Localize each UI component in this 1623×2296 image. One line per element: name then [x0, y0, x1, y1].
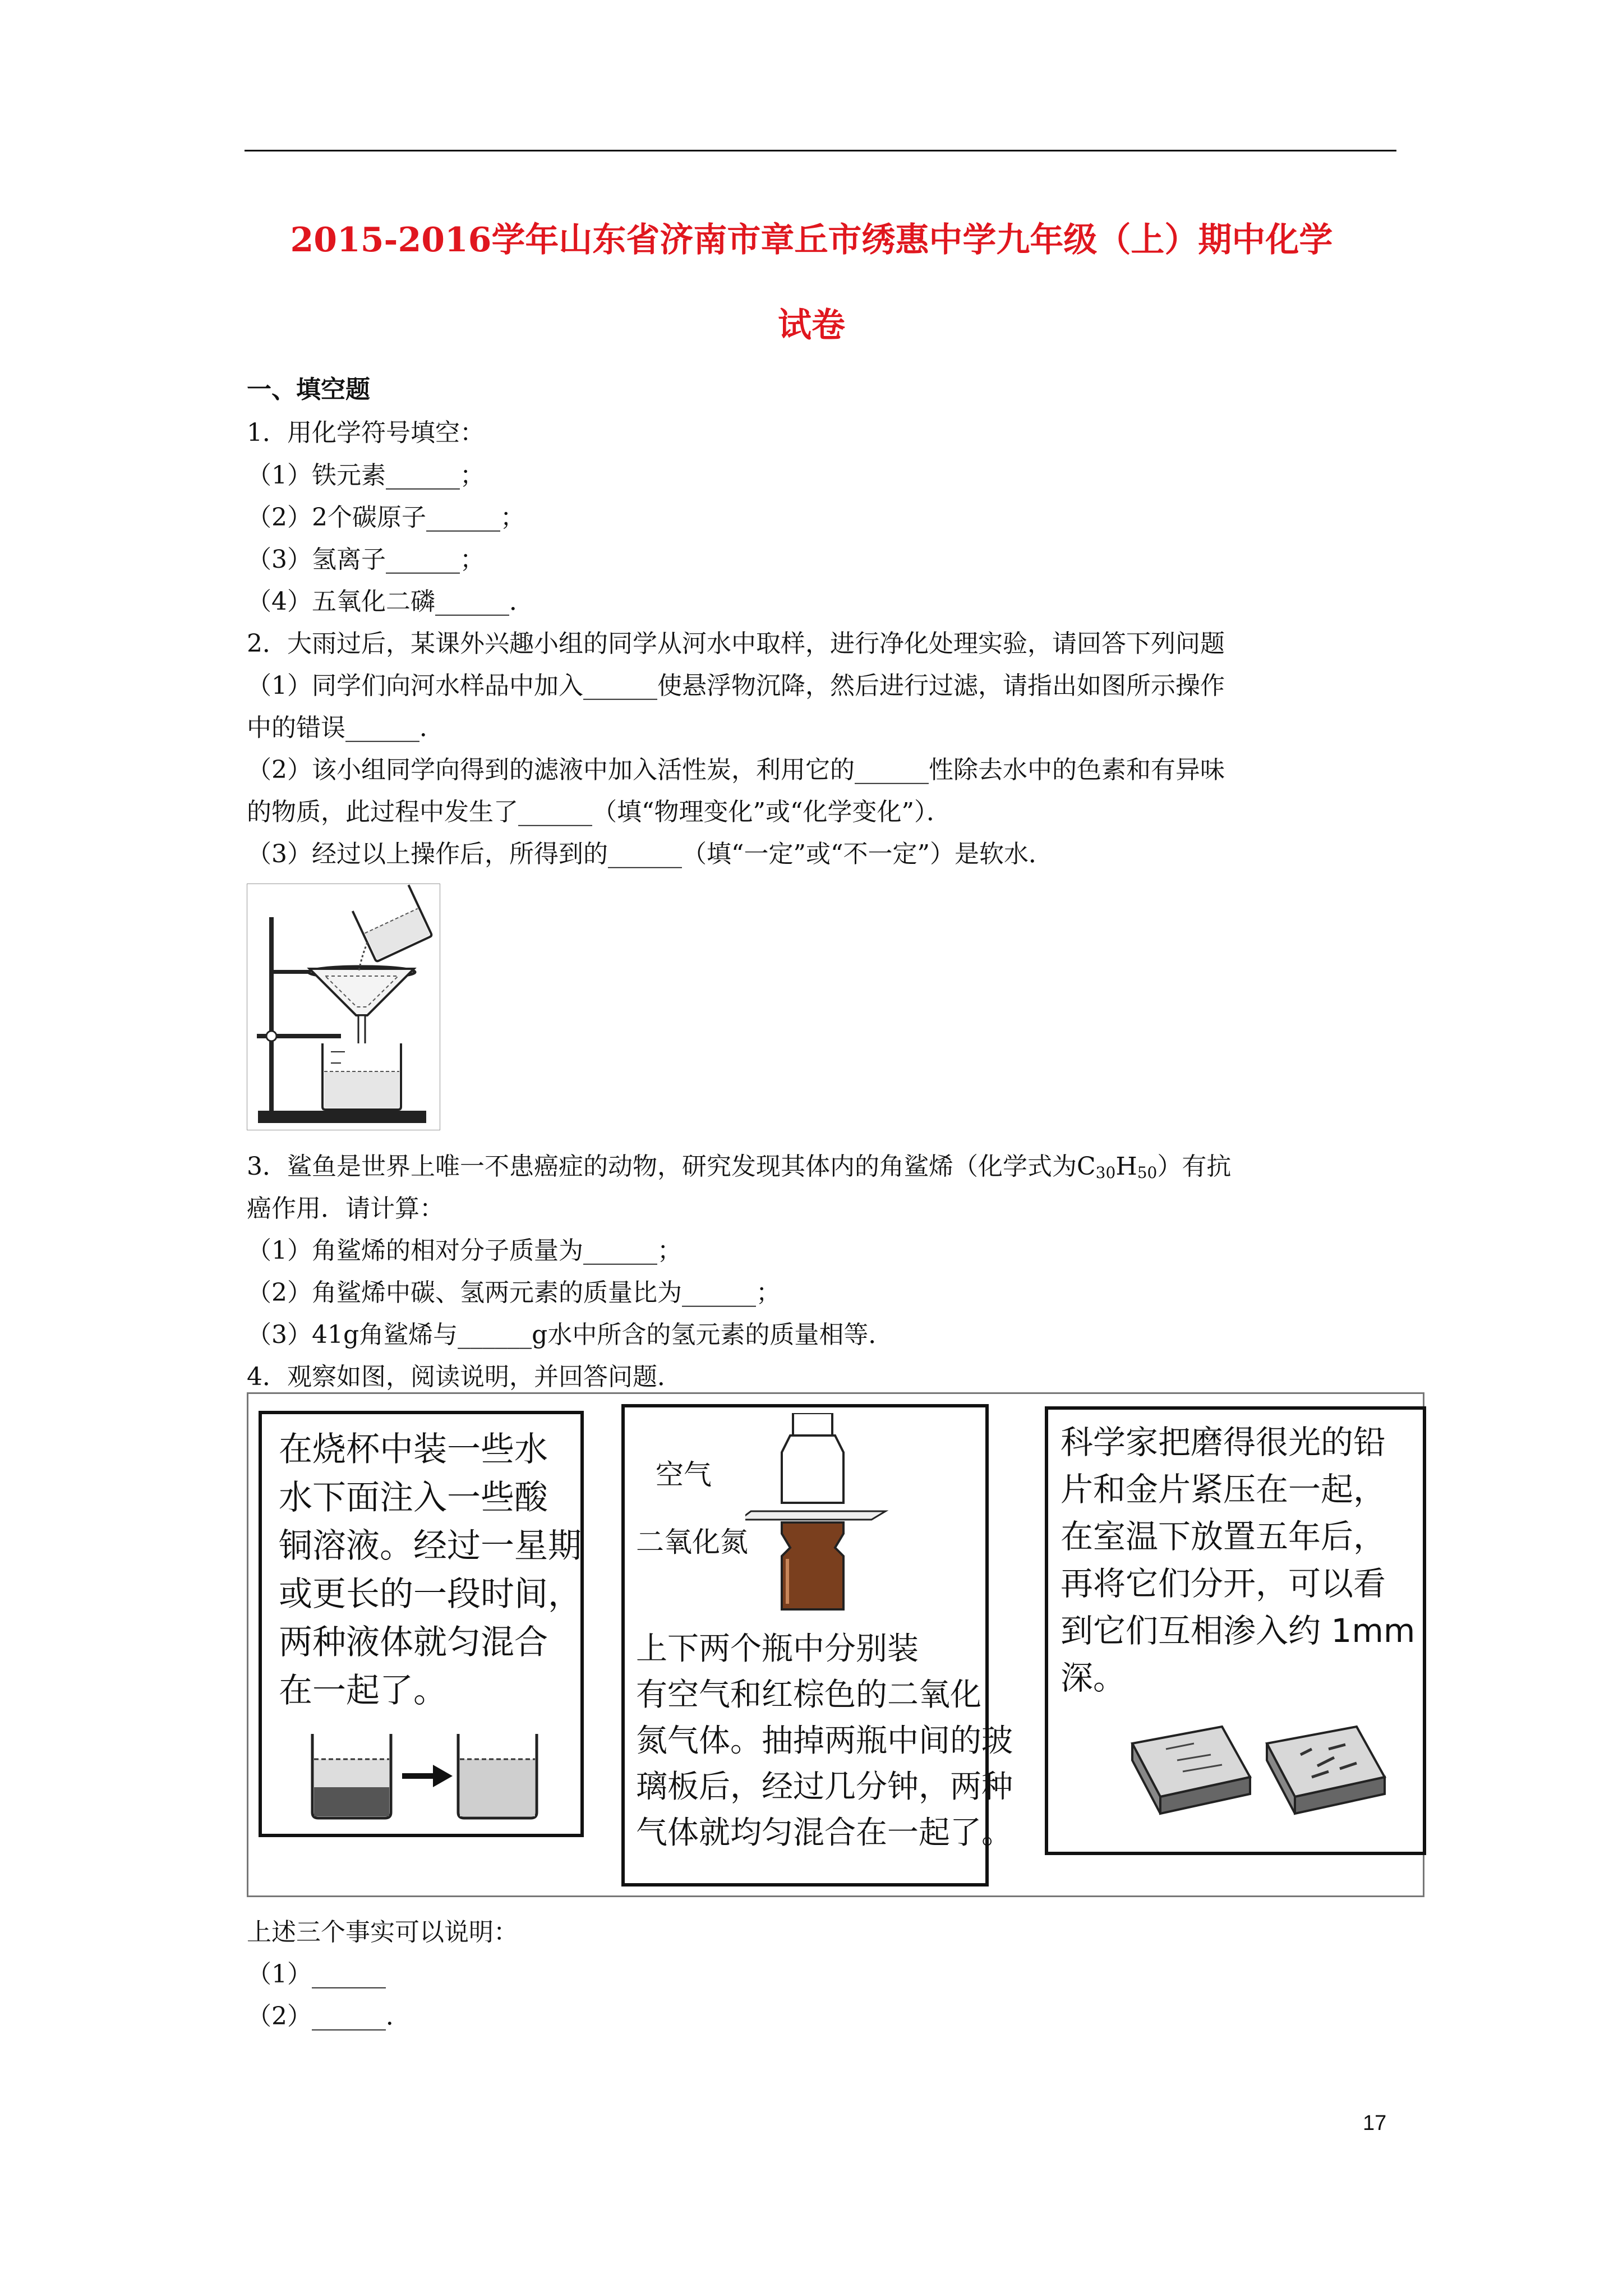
q3-stem-line2: 癌作用．请计算：	[247, 1194, 444, 1223]
panel1-line: 或更长的一段时间，	[279, 1575, 582, 1614]
label-air: 空气	[656, 1458, 712, 1491]
q2-stem: 2．大雨过后，某课外兴趣小组的同学从河水中取样，进行净化处理实验，请回答下列问题	[247, 629, 1225, 658]
subscript-50: 50	[1137, 1163, 1158, 1182]
q4-answer: （1）______	[247, 1960, 386, 1989]
panel1-line: 两种液体就匀混合	[279, 1623, 548, 1662]
panel-solid-diffusion	[1045, 1406, 1426, 1855]
panel2-line: 有空气和红棕色的二氧化	[636, 1677, 981, 1713]
q3-item: （2）角鲨烯中碳、氢两元素的质量比为______；	[247, 1278, 781, 1307]
panel1-line: 在烧杯中装一些水	[279, 1430, 548, 1469]
q2-part2-line1: （2）该小组同学向得到的滤液中加入活性炭，利用它的______性除去水中的色素和有异味	[247, 756, 1225, 784]
metal-blocks-illustration	[1127, 1715, 1390, 1828]
hydrogen-symbol: H	[1115, 1152, 1137, 1181]
panel3-text	[1061, 1419, 1415, 1701]
panel1-line: 铜溶液。经过一星期	[279, 1526, 582, 1566]
filtration-apparatus-figure	[247, 884, 440, 1130]
q1-stem: 1．用化学符号填空：	[247, 418, 485, 447]
q4-answer: （2）______．	[247, 2002, 411, 2031]
panel-liquid-diffusion	[259, 1411, 584, 1837]
q4-stem: 4．观察如图，阅读说明，并回答问题．	[247, 1363, 682, 1391]
panel3-line: 科学家把磨得很光的铅	[1061, 1423, 1386, 1461]
label-nitrogen-dioxide: 二氧化氮	[636, 1526, 748, 1558]
q2-part3: （3）经过以上操作后，所得到的______（填“一定”或“不一定”）是软水．	[247, 840, 1053, 868]
exam-title-line1: 2015-2016学年山东省济南市章丘市绣惠中学九年级（上）期中化学	[290, 220, 1333, 260]
diffusion-figure-panels	[247, 1392, 1424, 1897]
page-number: 17	[1363, 2111, 1387, 2135]
panel3-line: 深。	[1061, 1659, 1126, 1697]
q2-part1-line1: （1）同学们向河水样品中加入______使悬浮物沉降，然后进行过滤，请指出如图所示操作	[247, 671, 1225, 700]
q3-item: （3）41g角鲨烯与______g水中所含的氢元素的质量相等．	[247, 1320, 893, 1349]
gas-bottles-illustration	[745, 1413, 891, 1615]
q3-stem-end: ）有抗	[1157, 1152, 1232, 1181]
q2-part2-line2: 的物质，此过程中发生了______（填“物理变化”或“化学变化”）．	[247, 798, 951, 826]
panel2-line: 氮气体。抽掉两瓶中间的玻	[636, 1723, 1013, 1759]
q3-stem-text: 3．鲨鱼是世界上唯一不患癌症的动物，研究发现其体内的角鲨烯（化学式为C	[247, 1152, 1096, 1181]
panel2-line: 气体就均匀混合在一起了。	[636, 1815, 1013, 1851]
panel1-line: 水下面注入一些酸	[279, 1478, 548, 1517]
panel3-line: 片和金片紧压在一起，	[1061, 1470, 1386, 1508]
exam-title-line2: 试卷	[778, 306, 845, 345]
panel2-text	[636, 1626, 1013, 1856]
beakers-illustration	[307, 1728, 542, 1824]
q1-item: （1）铁元素______；	[247, 461, 485, 490]
q2-part1-line2: 中的错误______．	[247, 714, 444, 742]
panel3-line: 到它们互相渗入约 1mm	[1061, 1612, 1415, 1650]
q3-item: （1）角鲨烯的相对分子质量为______；	[247, 1236, 682, 1265]
panel2-line: 上下两个瓶中分别装	[636, 1631, 919, 1667]
q1-item: （3）氢离子______；	[247, 545, 485, 574]
panel1-text	[279, 1425, 582, 1715]
panel3-line: 再将它们分开，可以看	[1061, 1565, 1386, 1603]
panel1-line: 在一起了。	[279, 1671, 447, 1710]
q3-stem-line1	[247, 1150, 1231, 1190]
header-rule	[245, 150, 1396, 151]
panel2-line: 璃板后，经过几分钟，两种	[636, 1769, 1013, 1805]
panel3-line: 在室温下放置五年后，	[1061, 1517, 1386, 1556]
q4-conclusion-stem: 上述三个事实可以说明：	[247, 1918, 518, 1947]
panel-gas-diffusion	[621, 1404, 1013, 1887]
q1-item: （2）2个碳原子______；	[247, 503, 525, 532]
section-heading: 一、填空题	[247, 375, 370, 404]
subscript-30: 30	[1095, 1163, 1116, 1182]
q1-item: （4）五氧化二磷______．	[247, 587, 534, 616]
